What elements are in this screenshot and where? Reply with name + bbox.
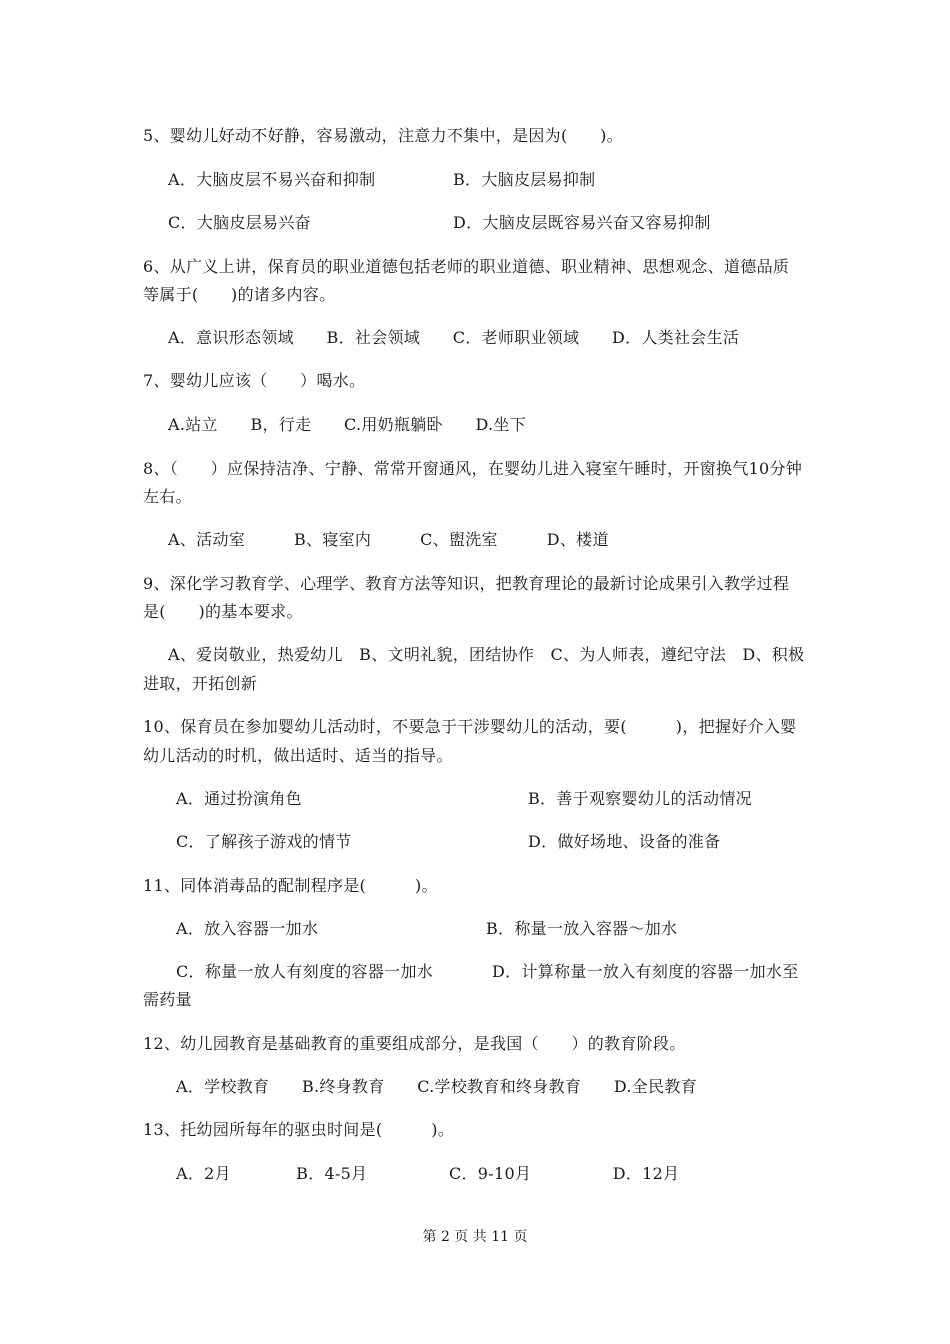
question-8-options: A、活动室 B、寝室内 C、盥洗室 D、楼道 bbox=[168, 530, 609, 549]
question-12-stem: 12、幼儿园教育是基础教育的重要组成部分，是我国（ ）的教育阶段。 bbox=[143, 1034, 686, 1053]
question-10-stem-line-1: 10、保育员在参加婴幼儿活动时，不要急于干涉婴幼儿的活动，要( )，把握好介入婴 bbox=[143, 717, 797, 736]
question-5-option-c: C．大脑皮层易兴奋 bbox=[168, 213, 311, 232]
question-6-stem-line-2: 等属于( )的诸多内容。 bbox=[143, 285, 336, 304]
question-5-stem: 5、婴幼儿好动不好静，容易激动，注意力不集中，是因为( )。 bbox=[143, 126, 623, 145]
question-7-stem: 7、婴幼儿应该（ ）喝水。 bbox=[143, 371, 366, 390]
question-11-option-a: A．放入容器一加水 bbox=[176, 919, 319, 938]
question-10-option-a: A．通过扮演角色 bbox=[176, 789, 302, 808]
question-10-option-b: B．善于观察婴幼儿的活动情况 bbox=[528, 789, 752, 808]
question-11-option-b: B．称量一放入容器～加水 bbox=[486, 919, 678, 938]
question-11-option-d: D．计算称量一放入有刻度的容器一加水至 bbox=[492, 962, 799, 981]
question-8-stem-line-1: 8、（ ）应保持洁净、宁静、常常开窗通风，在婴幼儿进入寝室午睡时，开窗换气10分钟 bbox=[143, 459, 803, 478]
question-12-options: A．学校教育 B.终身教育 C.学校教育和终身教育 D.全民教育 bbox=[176, 1077, 698, 1096]
question-5-option-b: B．大脑皮层易抑制 bbox=[453, 170, 596, 189]
question-9-options-line-1: A、爱岗敬业，热爱幼儿 B、文明礼貌，团结协作 C、为人师表，遵纪守法 D、积极 bbox=[168, 645, 805, 664]
question-5-option-a: A．大脑皮层不易兴奋和抑制 bbox=[168, 170, 376, 189]
question-11-option-d-continued: 需药量 bbox=[143, 990, 192, 1009]
question-9-stem-line-1: 9、深化学习教育学、心理学、教育方法等知识，把教育理论的最新讨论成果引入教学过程 bbox=[143, 574, 790, 593]
question-9-options-line-2: 进取，开拓创新 bbox=[143, 674, 258, 693]
question-10-option-c: C．了解孩子游戏的情节 bbox=[176, 832, 352, 851]
page-number-footer: 第 2 页 共 11 页 bbox=[422, 1229, 528, 1245]
question-10-stem-line-2: 幼儿活动的时机，做出适时、适当的指导。 bbox=[143, 746, 453, 765]
question-13-options: A．2月 B．4-5月 C．9-10月 D．12月 bbox=[176, 1164, 680, 1183]
question-11-option-c: C．称量一放人有刻度的容器一加水 bbox=[176, 962, 434, 981]
question-11-stem: 11、同体消毒品的配制程序是( )。 bbox=[143, 876, 438, 895]
question-10-option-d: D．做好场地、设备的准备 bbox=[528, 832, 721, 851]
question-8-stem-line-2: 左右。 bbox=[143, 487, 192, 506]
question-9-stem-line-2: 是( )的基本要求。 bbox=[143, 602, 303, 621]
question-6-options: A．意识形态领域 B．社会领域 C．老师职业领域 D．人类社会生活 bbox=[168, 328, 740, 347]
question-13-stem: 13、托幼园所每年的驱虫时间是( )。 bbox=[143, 1120, 455, 1139]
question-5-option-d: D．大脑皮层既容易兴奋又容易抑制 bbox=[453, 213, 711, 232]
question-7-options: A.站立 B，行走 C.用奶瓶躺卧 D.坐下 bbox=[168, 415, 527, 434]
question-6-stem-line-1: 6、从广义上讲，保育员的职业道德包括老师的职业道德、职业精神、思想观念、道德品质 bbox=[143, 257, 790, 276]
